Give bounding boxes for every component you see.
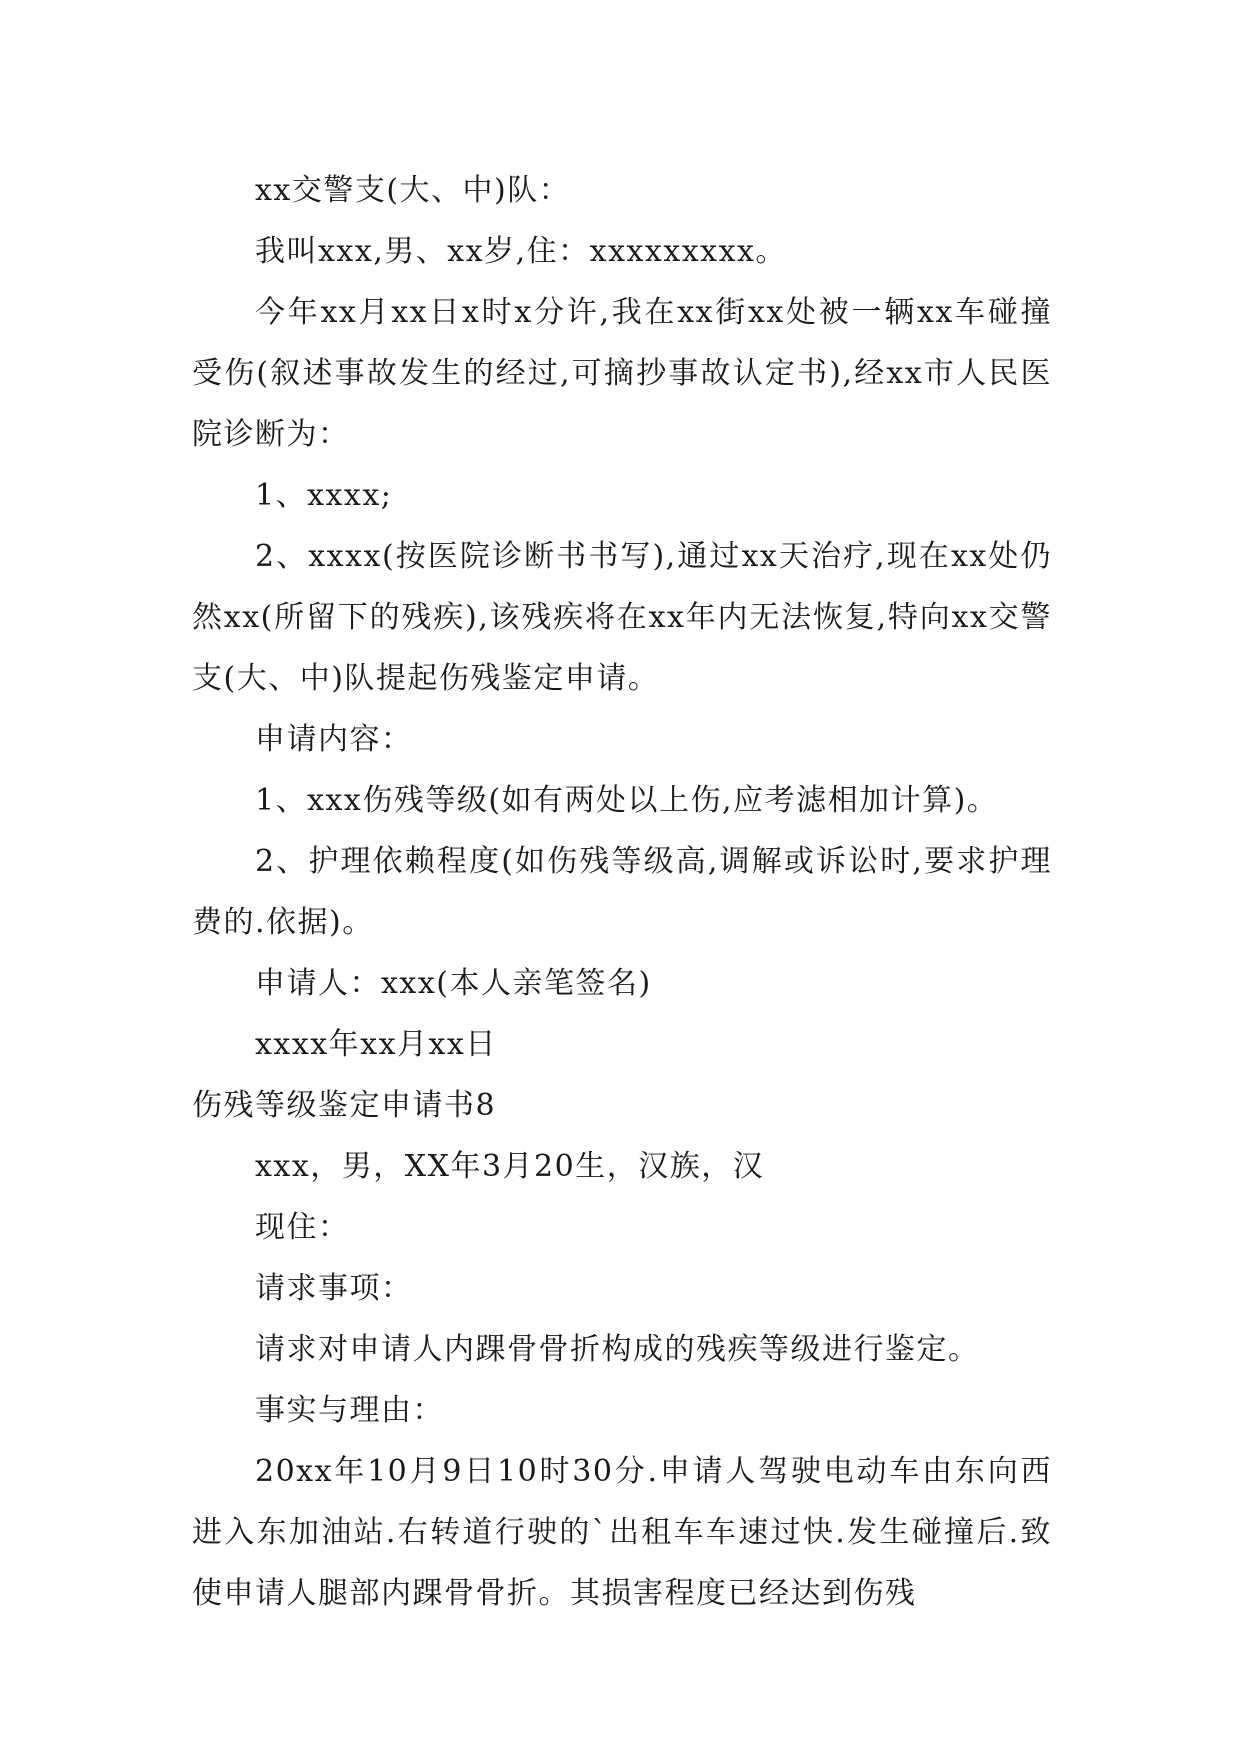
current-address: 现住： <box>255 1210 350 1245</box>
diagnosis-item-2: 2、xxxx(按医院诊断书书写),通过xx天治疗,现在xx处仍然xx(所留下的残疾),该残疾将在xx年内无法恢复,特向xx交警支(大、中)队提起伤残鉴定申请。 <box>192 539 1052 696</box>
application-content-heading: 申请内容： <box>255 722 413 757</box>
applicant-intro: 我叫xxx,男、xx岁,住：xxxxxxxxx。 <box>255 234 787 269</box>
document-body <box>192 160 1052 1624</box>
application-content-item-1: 1、xxx伤残等级(如有两处以上伤,应考滤相加计算)。 <box>255 783 999 818</box>
facts-and-reasons-body: 20xx年10月9日10时30分.申请人驾驶电动车由东向西进入东加油站.右转道行驶的`出租车车速过快.发生碰撞后.致使申请人腿部内踝骨骨折。其损害程度已经达到伤残 <box>192 1454 1052 1611</box>
facts-and-reasons-heading: 事实与理由： <box>255 1393 444 1428</box>
request-item: 请求对申请人内踝骨骨折构成的残疾等级进行鉴定。 <box>255 1332 980 1367</box>
section-title: 伤残等级鉴定申请书8 <box>192 1088 497 1123</box>
applicant-signature: 申请人：xxx(本人亲笔签名) <box>255 966 652 1001</box>
request-items-heading: 请求事项： <box>255 1271 413 1306</box>
incident-description: 今年xx月xx日x时x分许,我在xx街xx处被一辆xx车碰撞受伤(叙述事故发生的经过,可摘抄事故认定书),经xx市人民医院诊断为： <box>192 295 1052 452</box>
addressee-line: xx交警支(大、中)队： <box>255 173 571 208</box>
application-content-item-2: 2、护理依赖程度(如伤残等级高,调解或诉讼时,要求护理费的.依据)。 <box>192 844 1052 940</box>
applicant-info: xxx，男，XX年3月20生，汉族，汉 <box>255 1149 765 1184</box>
signature-date: xxxx年xx月xx日 <box>255 1027 497 1062</box>
diagnosis-item-1: 1、xxxx; <box>255 478 393 513</box>
